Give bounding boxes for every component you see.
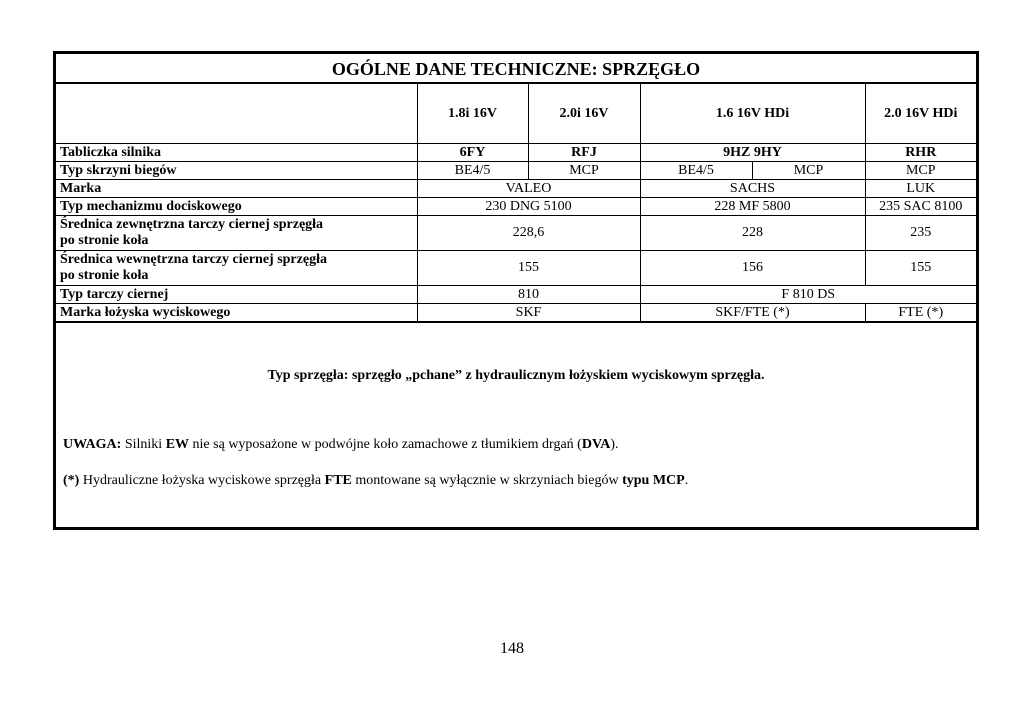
table-cell: SACHS (640, 180, 865, 198)
row-label (56, 216, 417, 251)
table-cell: F 810 DS (640, 286, 976, 304)
table-cell: MCP (528, 162, 640, 180)
table-cell: FTE (*) (865, 304, 976, 323)
row-label-line: po stronie koła (60, 233, 149, 248)
table-cell: 230 DNG 5100 (417, 198, 640, 216)
table-cell: 235 SAC 8100 (865, 198, 976, 216)
header-row (56, 84, 976, 144)
row-label: Typ tarczy ciernej (56, 286, 417, 304)
table-cell: LUK (865, 180, 976, 198)
table-cell: 228 (640, 216, 865, 251)
row-label-line: po stronie koła (60, 268, 149, 283)
table-cell: BE4/5 (417, 162, 528, 180)
warning-text: ). (610, 437, 619, 452)
row-label: Marka łożyska wyciskowego (56, 304, 417, 323)
row-label-line: Średnica wewnętrzna tarczy ciernej sprzęgła (60, 252, 327, 267)
row-label: Typ skrzyni biegów (56, 162, 417, 180)
warning-bold: EW (165, 437, 190, 452)
table-cell: SKF (417, 304, 640, 323)
table-cell: 235 (865, 216, 976, 251)
table-row (56, 251, 976, 286)
footnote-bold: FTE (324, 473, 352, 488)
page-number: 148 (500, 640, 524, 657)
spec-table (56, 84, 976, 323)
table-cell: 228 MF 5800 (640, 198, 865, 216)
table-cell: RFJ (528, 144, 640, 162)
table-cell: SKF/FTE (*) (640, 304, 865, 323)
clutch-type-note: Typ sprzęgła: sprzęgło „pchane” z hydraulicznym łożyskiem wyciskowym sprzęgła. (267, 368, 765, 383)
row-label: Marka (56, 180, 417, 198)
row-label-line: Średnica zewnętrzna tarczy ciernej sprzęgła (60, 217, 324, 232)
footnote-text: . (684, 473, 689, 488)
row-label (56, 251, 417, 286)
table-cell: RHR (865, 144, 976, 162)
warning-bold: DVA (581, 437, 611, 452)
column-header: 1.6 16V HDi (640, 84, 865, 144)
warning-prefix: UWAGA: (63, 437, 122, 452)
footnote-text: montowane są wyłącznie w skrzyniach biegów (351, 473, 623, 488)
table-cell: 810 (417, 286, 640, 304)
column-header: 2.0 16V HDi (865, 84, 976, 144)
footnote (63, 473, 983, 489)
table-cell: 156 (640, 251, 865, 286)
table-cell: 155 (417, 251, 640, 286)
table-row (56, 216, 976, 251)
page-title: OGÓLNE DANE TECHNICZNE: SPRZĘGŁO (56, 54, 976, 84)
table-cell: 155 (865, 251, 976, 286)
column-header: 1.8i 16V (417, 84, 528, 144)
table-cell: MCP (865, 162, 976, 180)
table-cell: 228,6 (417, 216, 640, 251)
footnote-text: Hydrauliczne łożyska wyciskowe sprzęgła (79, 473, 325, 488)
column-header: 2.0i 16V (528, 84, 640, 144)
spec-frame (53, 51, 979, 530)
table-cell: MCP (752, 162, 865, 180)
table-row (56, 304, 976, 323)
header-empty-cell (56, 84, 417, 144)
table-row (56, 180, 976, 198)
table-row (56, 144, 976, 162)
table-cell: 6FY (417, 144, 528, 162)
table-cell: VALEO (417, 180, 640, 198)
row-label: Typ mechanizmu dociskowego (56, 198, 417, 216)
table-cell: 9HZ 9HY (640, 144, 865, 162)
table-row (56, 286, 976, 304)
warning-note (63, 437, 983, 453)
table-cell: BE4/5 (640, 162, 752, 180)
warning-text: nie są wyposażone w podwójne koło zamachowe z tłumikiem drgań ( (189, 437, 582, 452)
warning-text: Silniki (121, 437, 166, 452)
table-row (56, 162, 976, 180)
table-row (56, 198, 976, 216)
footnote-mark: (*) (63, 473, 80, 488)
row-label: Tabliczka silnika (56, 144, 417, 162)
footnote-bold: typu MCP (622, 473, 685, 488)
